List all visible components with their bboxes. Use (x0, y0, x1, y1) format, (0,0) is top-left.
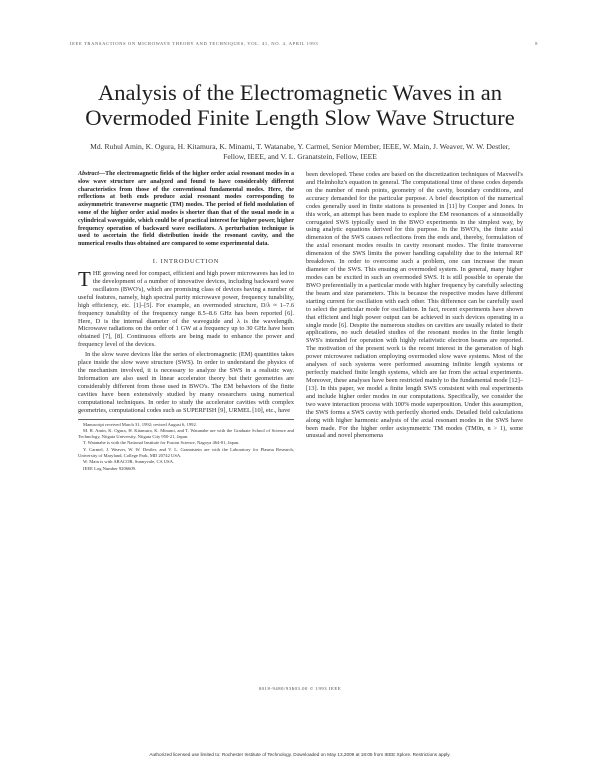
footnote: IEEE Log Number 9206609. (83, 465, 137, 471)
drop-cap: T (78, 266, 91, 291)
section-heading-introduction: I. INTRODUCTION (152, 257, 220, 265)
author-list: Md. Ruhul Amin, K. Ogura, H. Kitamura, K. Minami, T. Watanabe, Y. Carmel, Senior Member, IEEE, W. Main, J. Weaver, W. W. Destler, Fellow, IEEE, and V. L. Granatstein, Fellow, IEEE (90, 142, 510, 161)
footnotes (78, 419, 294, 472)
intro-paragraph-2: In the slow wave devices like the series of electromagnetic (EM) quantities takes place inside the slow wave structure (SWS). In order to understand the physics of the mechanism involved, it is necessary to analyze the SWS in a realistic way. Information are also used in linear accelerator theory but their geometries are considerably different from those used in BWO's. The EM behaviors of the finite cavities have been extensively studied by many researchers using numerical computational techniques. In order to study the accelerator cavities with complex geometries, computational codes such as SUPERFISH [9], URMEL [10], etc., have (78, 351, 294, 414)
authorized-use-notice: Authorized licensed use limited to: Rochester Institute of Technology. Downloaded on May 13,2009 at 18:05 from IEEE Xplore. Restrictions apply. (149, 752, 451, 757)
footnote: Manuscript received March 31, 1992; revised August 6, 1992. (83, 421, 197, 427)
intro-paragraph-1 (78, 266, 294, 349)
copyright-line: 0018-9480/93$03.00 © 1993 IEEE (258, 686, 342, 691)
intro-paragraph-1-text: HE growing need for compact, efficient and high power microwaves has led to the development of a number of innovative devices, including backward wave oscillators (BWO's), which are promising class of devices having a number of useful features, namely, high spectral purity microwave power, frequency tunability, high efficiency, etc. [1]–[5]. For example, an overmoded structure, D/λ ≈ 1–7.6 frequency tunability of the frequency range 8.5–8.6 GHz has been reported [6]. Here, D is the internal diameter of the waveguide and λ is the wavelength. Microwave radiations on the order of 1 GW at a frequency up to 30 GHz have been obtained [7], [8]. Continuous efforts are being made to enhance the power and frequency level of the devices. (78, 269, 294, 349)
running-header (70, 41, 538, 46)
paper-title: Analysis of the Electromagnetic Waves in an Overmoded Finite Length Slow Wave Structure (85, 80, 515, 130)
footnote: M. R. Amin, K. Ogura, H. Kitamura, K. Minami, and T. Watanabe are with the Graduate School of Science and Technology, Niigata University, Niigata City 950-21, Japan. (78, 427, 294, 440)
abstract-lead: Abstract— (78, 171, 106, 177)
footnote: W. Main is with ARACOR, Sunnyvale, CA USA. (83, 459, 175, 465)
right-column-paragraph: been developed. These codes are based on the discretization techniques of Maxwell's and Helmholtz's equation in general. The computational time of these codes depends on the number of mesh points, geometry of the cavity, boundary conditions, and accuracy demanded for the particular purpose. A brief description of the numerical codes generally used in finite stations is presented in [11] by Cooper and Jones. In this work, an attempt has been made to explore the EM resonances of a sinusoidally corrugated SWS typically used in the BWO experiments in the simplest way, by using analytic equations derived for this purpose. In the BWO's, the finite axial dimension of the SWS causes reflections from the ends and, thereby, formulation of the axial resonant modes results in cavity resonant modes. The finite transverse dimension of the SWS limits the power handling capability due to the internal RF breakdown. In order to overcome such a problem, one can increase the mean diameter of the SWS. This ensuing an overmoded system. In general, many higher modes can be excited in such an overmoded SWS. It is still possible to operate the BWO preferentially in a particular mode with higher frequency by carefully selecting the beam and size parameters. This is because the respective modes have different starting current for oscillation with each other. This difference can be carefully used to select the particular mode for oscillation. In fact, recent experiments have shown that efficient and high power output can be achieved in such devices operating in a single mode [6]. Despite the numerous studies on cavities are usually related to their applications, no such detailed studies of the resonant modes in the finite length SWS's intended for operation with highly relativistic electron beams are reported. The motivation of the present work is the recent interest in the generation of high power microwave radiation employing overmoded slow wave systems. Most of the analyses of such systems were performed assuming infinite length systems or perfectly matched finite length systems, which are far from the actual experiments. Moreover, these analyses have been restricted mainly to the fundamental mode [12]–[13]. In this paper, we model a finite length SWS consistent with real experiments and include higher order modes in our computations. Specifically, we consider the two wave interaction process with 100% mode superposition. Under this assumption, the SWS forms a SWS cavity with perfectly shorted ends. Detailed field calculations along with higher harmonic analysis of the axial resonant modes in the SWS have been made. For the higher order axisymmetric TM modes (TM0n, n > 1), some unusual and novel phenomena (306, 171, 523, 440)
abstract (78, 171, 294, 249)
abstract-text: The electromagnetic fields of the higher order axial resonant modes in a slow wave structure are analyzed and found to have considerably different characteristics from those of the conventional fundamental modes. Here, the reflections at both ends produce axial resonant modes corresponding to axisymmetric transverse magnetic (TM) modes. The period of field modulation of some of the higher order axial modes is shorter than that of the usual mode in a cylindrical waveguide, which could be of practical interest for higher power, higher frequency operation of backward wave oscillators. A perturbation technique is used to ascertain the field distribution inside the resonant cavity, and the numerical results thus obtained are compared to some experimental data. (78, 171, 294, 248)
footnote: Y. Carmel, J. Weaver, W. W. Destler, and V. L. Granatstein are with the Laboratory for Plasma Research, University of Maryland, College Park, MD 20742 USA. (78, 446, 294, 459)
left-column (78, 171, 294, 472)
journal-header: IEEE TRANSACTIONS ON MICROWAVE THEORY AND TECHNIQUES, VOL. 41, NO. 4, APRIL 1993 (70, 41, 319, 46)
page-number: 8 (535, 41, 538, 46)
footnote: T. Watanabe is with the National Institute for Fusion Science, Nagoya 464-01, Japan. (83, 440, 240, 446)
right-column (306, 171, 523, 442)
